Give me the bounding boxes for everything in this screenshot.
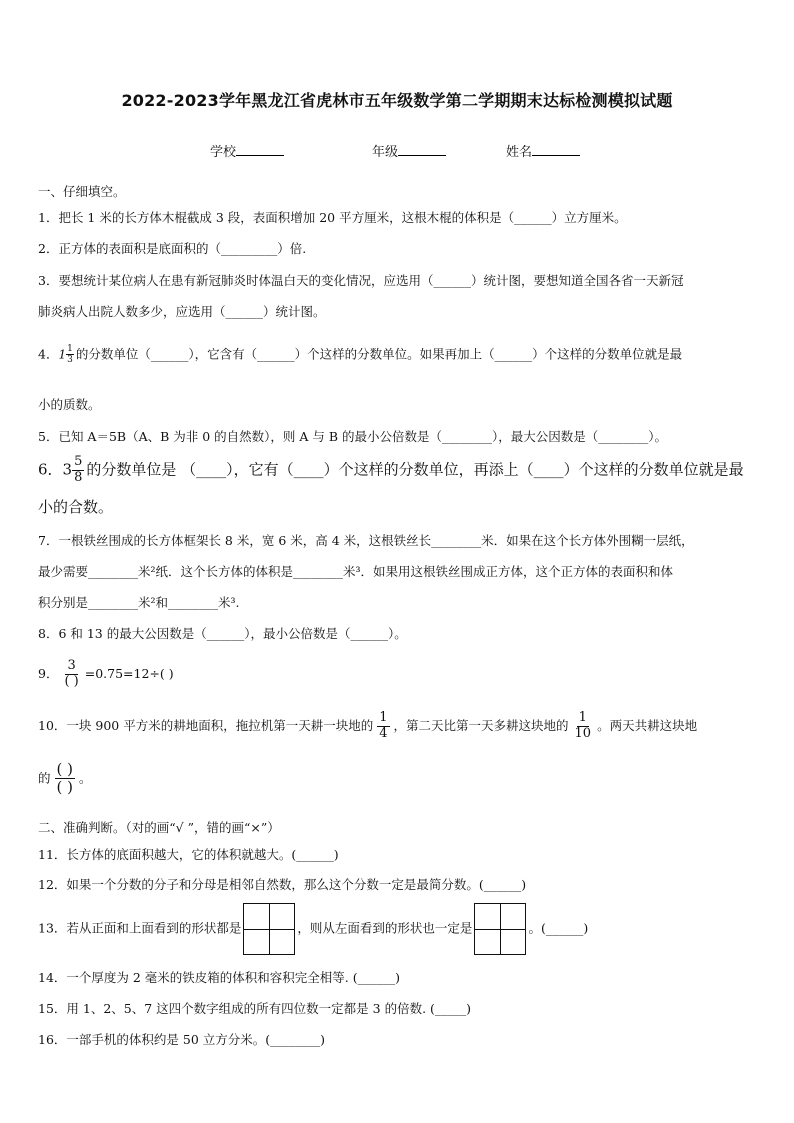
question-15: 15．用 1、2、5、7 这四个数字组成的所有四位数一定都是 3 的倍数. (_____) [38, 1001, 472, 1016]
grade-field [372, 141, 446, 160]
q4-whole: 1 [58, 347, 67, 362]
question-8: 8．6 和 13 的最大公因数是（______），最小公倍数是（______）。 [38, 626, 407, 641]
q4-fraction: $\frac{1}{3}$ [67, 344, 73, 366]
question-3-line-2: 肺炎病人出院人数多少，应选用（______）统计图。 [38, 304, 326, 319]
name-label: 姓名 [506, 145, 533, 160]
question-9: 9． $\frac{3}{( )}$ =0.75=12÷( ) [38, 658, 174, 689]
q10-fraction-1: $\frac{1}{4}$ [379, 710, 388, 741]
question-13: 13．若从正面和上面看到的形状都是 ，则从左面看到的形状也一定是 。(______) [38, 903, 588, 955]
question-16: 16．一部手机的体积约是 50 立方分米。(________) [38, 1032, 326, 1047]
grid-shape-icon [243, 903, 295, 955]
name-field [506, 141, 580, 160]
question-6: 6．3 $\frac{5}{8}$ 的分数单位是 （____），它有（____）个这样的分数单位，再添上（____）个这样的分数单位就是最 [38, 454, 744, 485]
q9-fraction: $\frac{3}{( )}$ [64, 658, 79, 689]
q10-answer-fraction[interactable]: $\frac{( )}{( )}$ [56, 760, 73, 797]
school-field [210, 141, 284, 160]
question-11: 11．长方体的底面积越大，它的体积就越大。(______) [38, 847, 339, 862]
school-blank[interactable] [236, 143, 284, 156]
grid-shape-icon-2 [474, 903, 526, 955]
question-7-line-3: 积分别是________米²和________米³. [38, 595, 240, 610]
question-7-line-1: 7．一根铁丝围成的长方体框架长 8 米，宽 6 米，高 4 米，这根铁丝长________米．如果在这个长方体外围糊一层纸， [38, 533, 694, 548]
grade-label: 年级 [372, 145, 399, 160]
question-12: 12．如果一个分数的分子和分母是相邻自然数，那么这个分数一定是最简分数。(______) [38, 877, 527, 892]
question-6-line-2: 小的合数。 [38, 498, 114, 516]
name-blank[interactable] [532, 143, 580, 156]
section-heading-fill: 一、仔细填空。 [38, 184, 126, 199]
section-heading-judge: 二、准确判断。（对的画“√ ”，错的画“×”） [38, 820, 280, 835]
q6-fraction: $\frac{5}{8}$ [74, 454, 83, 485]
question-5: 5．已知 A＝5B（A、B 为非 0 的自然数），则 A 与 B 的最小公倍数是（________），最大公因数是（________）。 [38, 429, 668, 444]
grade-blank[interactable] [398, 143, 446, 156]
question-10: 10．一块 900 平方米的耕地面积，拖拉机第一天耕一块地的 $\frac{1}{4}$ ，第二天比第一天多耕这块地的 $\frac{1}{10}$ 。两天共耕这块地 [38, 710, 698, 741]
q6-whole: 3 [62, 460, 73, 479]
q10-fraction-2: $\frac{1}{10}$ [574, 710, 592, 741]
question-2: 2．正方体的表面积是底面积的（_________）倍. [38, 241, 307, 256]
question-10-line-2: 的 $\frac{( )}{( )}$ 。 [38, 760, 92, 797]
question-14: 14．一个厚度为 2 毫米的铁皮箱的体积和容积完全相等. (______) [38, 970, 401, 985]
school-label: 学校 [210, 145, 237, 160]
question-7-line-2: 最少需要________米²纸．这个长方体的体积是________米³．如果用这根铁丝围成正方体，这个正方体的表面积和体 [38, 564, 674, 579]
question-1: 1．把长 1 米的长方体木棍截成 3 段，表面积增加 20 平方厘米，这根木棍的体积是（______）立方厘米。 [38, 210, 627, 225]
question-4: 4．1 $\frac{1}{3}$ 的分数单位（______），它含有（______）个这样的分数单位。如果再加上（______）个这样的分数单位就是最 [38, 344, 683, 366]
page-title: 2022-2023学年黑龙江省虎林市五年级数学第二学期期末达标检测模拟试题 [121, 91, 673, 110]
question-3-line-1: 3．要想统计某位病人在患有新冠肺炎时体温白天的变化情况，应选用（______）统计图，要想知道全国各省一天新冠 [38, 273, 684, 288]
question-4-line-2: 小的质数。 [38, 397, 101, 412]
